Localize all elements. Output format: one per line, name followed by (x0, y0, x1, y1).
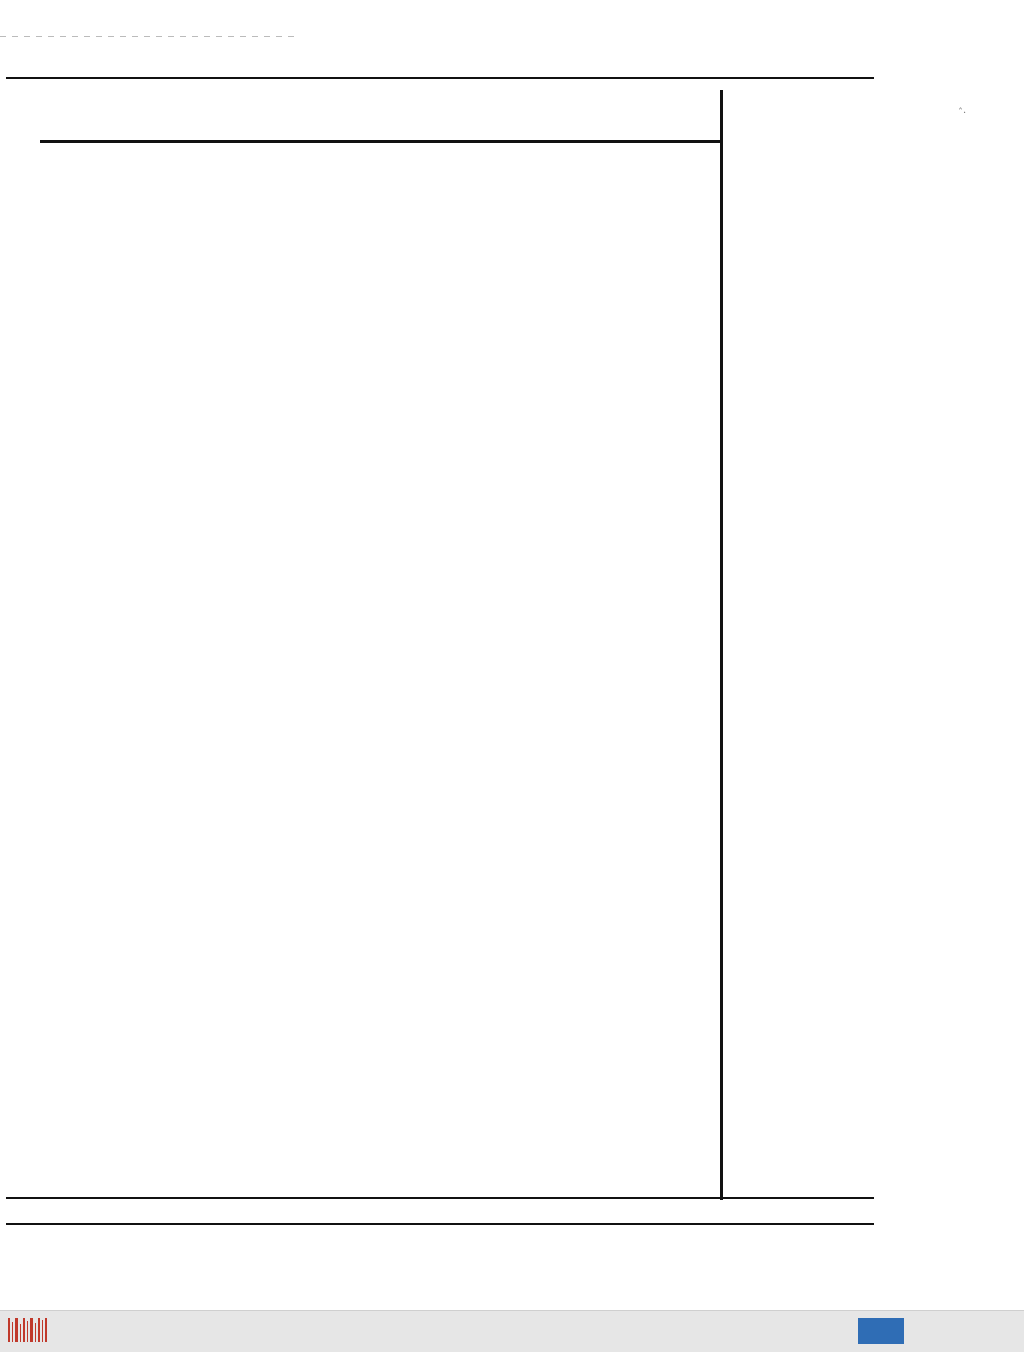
text-line (58, 1002, 718, 1045)
dfg-logo (858, 1318, 904, 1344)
scan-speck: ˆ· (958, 108, 967, 119)
text-line (58, 875, 718, 918)
text-line (58, 450, 718, 493)
text-line (58, 832, 718, 875)
text-line (58, 1130, 718, 1173)
text-line (58, 492, 718, 535)
text-line (58, 705, 718, 748)
text-line (58, 917, 718, 960)
text-line (58, 790, 718, 833)
text-line (58, 365, 718, 408)
text-line (58, 152, 718, 195)
text-line (58, 195, 718, 238)
text-line (58, 620, 718, 663)
body-text (58, 152, 718, 1215)
ornamental-border-right (832, 90, 872, 1200)
text-line (58, 747, 718, 790)
head-rule (40, 140, 722, 143)
scan-edge-mark (0, 36, 300, 37)
text-line (58, 1045, 718, 1088)
text-line (58, 960, 718, 1003)
text-line (58, 280, 718, 323)
text-line (58, 407, 718, 450)
text-line (58, 1087, 718, 1130)
text-line (58, 322, 718, 365)
ornamental-border-left (4, 90, 44, 1200)
text-line (58, 662, 718, 705)
barcode-icon (8, 1316, 48, 1344)
catchword (58, 1172, 718, 1215)
text-line (58, 577, 718, 620)
text-line (58, 535, 718, 578)
text-line (58, 237, 718, 280)
